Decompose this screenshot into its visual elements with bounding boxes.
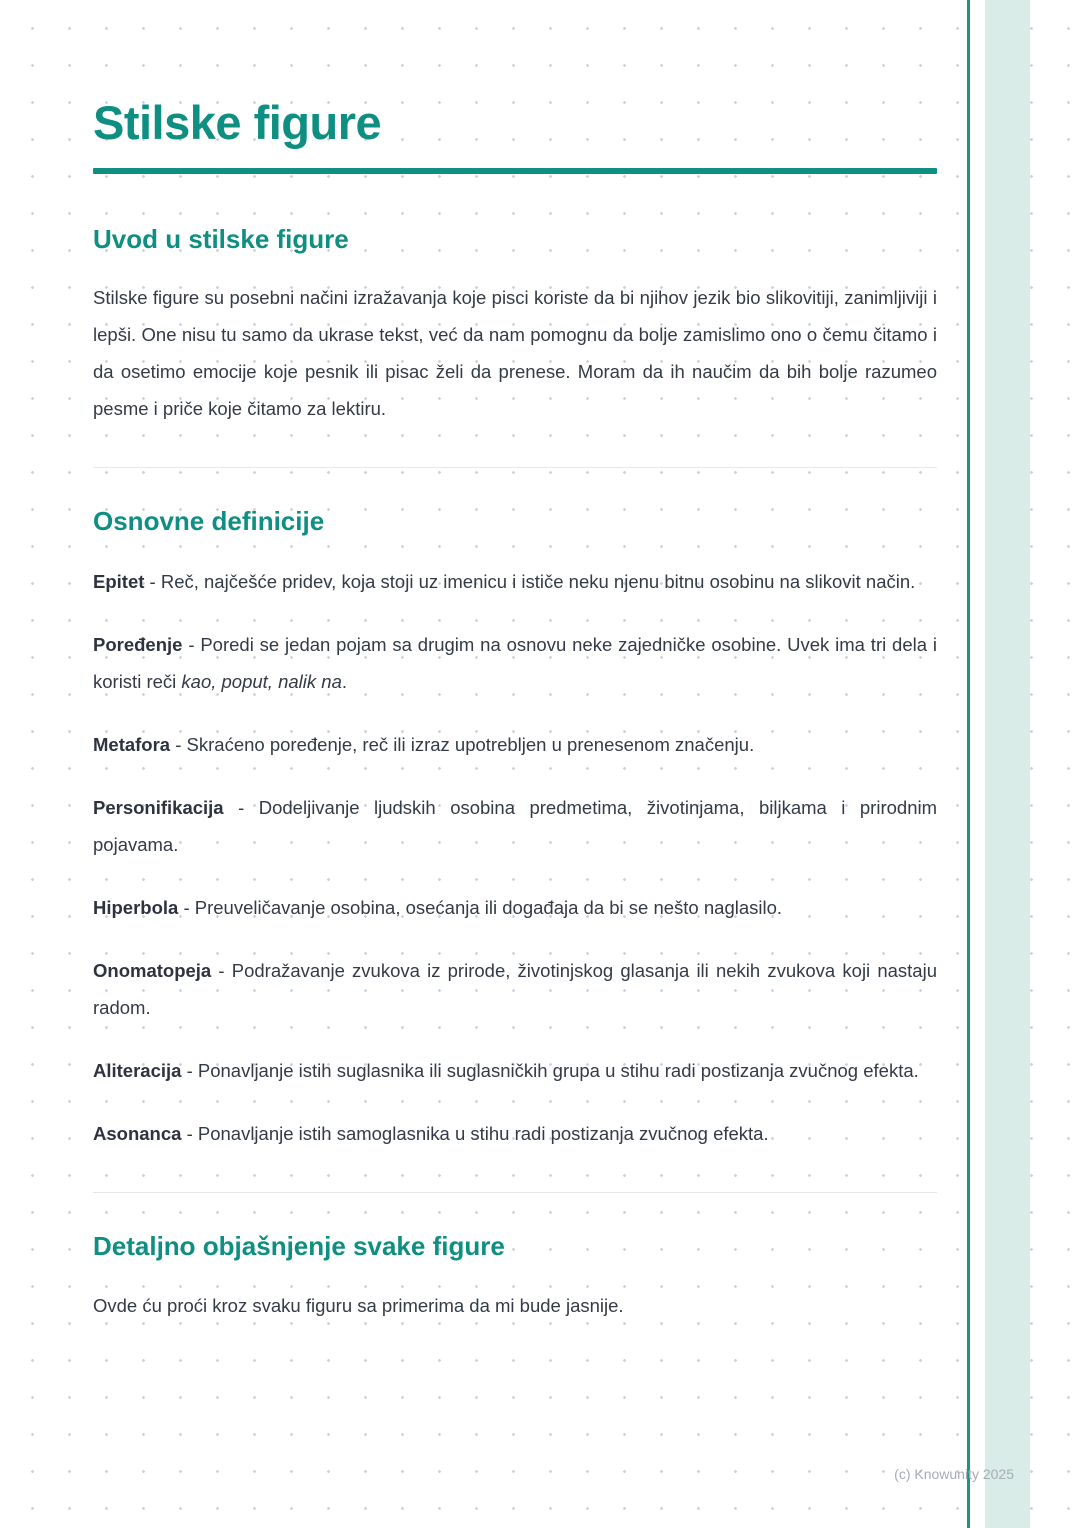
definition-term: Asonanca [93,1123,182,1145]
definition-body: - Poredi se jedan pojam sa drugim na osnovu neke zajedničke osobine. Uvek ima tri dela i koristi reči [93,634,937,693]
definition-body-italic: kao, poput, nalik na [181,671,342,693]
section-divider-2 [93,1192,937,1193]
definition-term: Metafora [93,734,171,756]
definition-body: - Ponavljanje istih suglasnika ili suglasničkih grupa u stihu radi postizanja zvučnog efekta. [186,1060,919,1082]
definition-term: Onomatopeja [93,960,212,982]
section-heading-intro: Uvod u stilske figure [93,224,349,255]
definition-term: Personifikacija [93,797,224,819]
page-title: Stilske figure [93,96,382,149]
definition-body: - Ponavljanje istih samoglasnika u stihu radi postizanja zvučnog efekta. [186,1123,769,1145]
definition-body-end: . [341,671,347,693]
definition-body: - Podražavanje zvukova iz prirode, životinjskog glasanja ili nekih zvukova koji nastaju radom. [93,960,937,1019]
definition-poredjenje [93,626,937,700]
definition-term: Aliteracija [93,1060,182,1082]
definition-asonanca [93,1115,937,1152]
details-paragraph: Ovde ću proći kroz svaku figuru sa primerima da mi bude jasnije. [93,1294,624,1316]
definition-body: - Dodeljivanje ljudskih osobina predmetima, životinjama, biljkama i prirodnim pojavama. [93,797,938,856]
definition-body: - Reč, najčešće pridev, koja stoji uz imenicu i ističe neku njenu bitnu osobinu na slikovit način. [149,571,916,593]
document-content [93,0,937,1324]
definition-body: - Preuveličavanje osobina, osećanja ili događaja da bi se nešto naglasilo. [183,897,783,919]
section-divider-1 [93,467,937,468]
title-underline [93,168,937,174]
definition-hiperbola [93,889,937,926]
definition-body: - Skraćeno poređenje, reč ili izraz upotrebljen u prenesenom značenju. [175,734,755,756]
copyright-notice: (c) Knowunity 2025 [894,1466,1014,1482]
definition-onomatopeja [93,952,937,1026]
definition-term: Epitet [93,571,145,593]
definition-personifikacija [93,789,937,863]
definition-aliteracija [93,1052,937,1089]
intro-paragraph: Stilske figure su posebni načini izražavanja koje pisci koriste da bi njihov jezik bio slikovitiji, zanimljiviji i lepši. One nisu tu samo da ukrase tekst, već da nam pomognu da bolje zamislimo ono o čemu čitamo i da osetimo emocije koje pesnik ili pisac želi da prenese. Moram da ih naučim da bih bolje razumeo pesme i priče koje čitamo za lektiru. [93,287,937,420]
definition-metafora [93,726,937,763]
right-accent-line [967,0,970,1528]
section-heading-definitions: Osnovne definicije [93,506,325,537]
definition-epitet [93,563,937,600]
definition-term: Hiperbola [93,897,179,919]
definition-term: Poređenje [93,634,183,656]
section-heading-details: Detaljno objašnjenje svake figure [93,1231,505,1262]
right-accent-band [985,0,1030,1528]
